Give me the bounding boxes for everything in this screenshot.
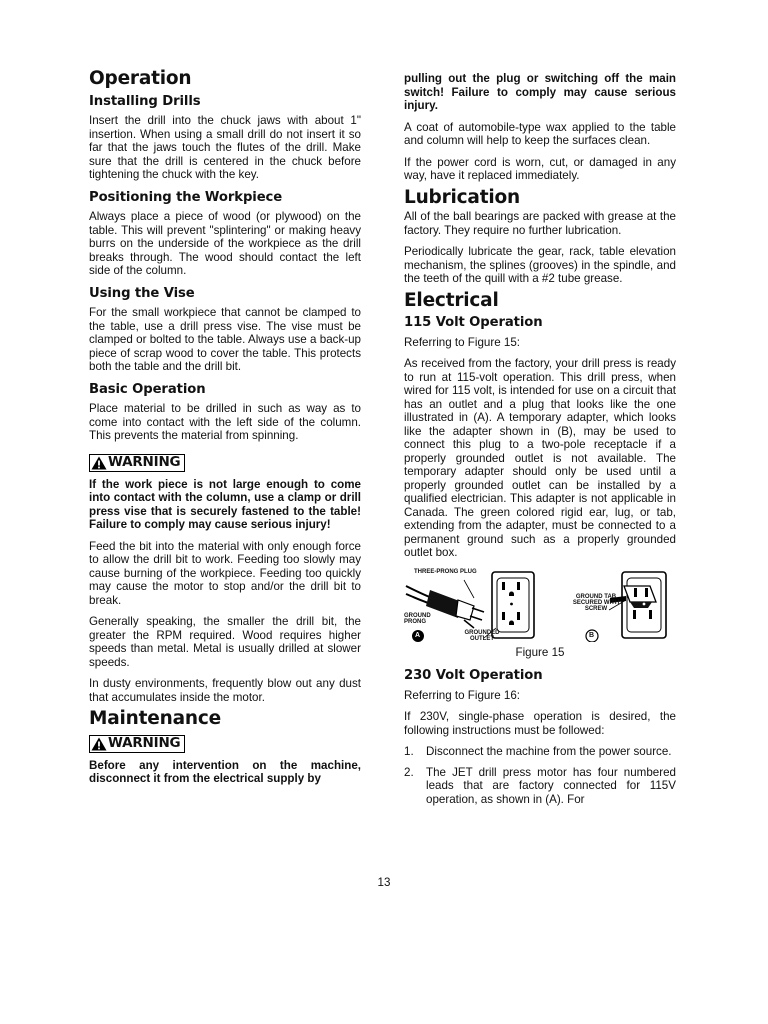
power-cord-text: If the power cord is worn, cut, or damaged in any way, have it replaced immediately. [404, 155, 676, 182]
step-item [404, 766, 676, 807]
dust-text: In dusty environments, frequently blow out any dust that accumulates inside the motor. [89, 677, 361, 704]
warning-text: If the work piece is not large enough to come into contact with the column, use a clamp or drill press vise that is securely fastened to the table! Failure to comply may cause serious injury! [89, 477, 361, 531]
installing-drills-heading: Installing Drills [89, 93, 201, 109]
using-vise-text: For the small workpiece that cannot be clamped to the table, use a drill press vise. The vise must be clamped or bolted to the table. Always use a back-up piece of scrap wood to cover the table. This protects both the table and the drill bit. [89, 306, 361, 373]
step-text: Disconnect the machine from the power source. [426, 745, 672, 758]
step-item [404, 745, 676, 759]
using-vise-heading: Using the Vise [89, 285, 195, 301]
grounded-outlet-label: GROUNDED OUTLET [464, 629, 500, 642]
230-volt-text: If 230V, single-phase operation is desired, the following instructions must be followed: [404, 710, 676, 737]
warning-triangle-icon [91, 737, 107, 751]
230-volt-steps [404, 745, 676, 806]
figure-16-reference: Referring to Figure 16: [404, 688, 520, 702]
figure-15-caption: Figure 15 [515, 645, 565, 659]
wax-text: A coat of automobile-type wax applied to the table and column will help to keep the surfaces clean. [404, 120, 676, 147]
figure-label-a: A [415, 631, 421, 639]
230-volt-heading: 230 Volt Operation [404, 668, 543, 683]
three-prong-plug-label: THREE-PRONG PLUG [414, 568, 477, 575]
operation-title: Operation [89, 68, 192, 89]
ground-tab-label: GROUND TAB SECURED WITH SCREW [572, 593, 620, 612]
plug-outlet-diagram [404, 568, 676, 642]
installing-drills-text: Insert the drill into the chuck jaws with about 1" insertion. When using a small drill do not insert it so far that the jaws touch the flutes of the drill. Make sure that the drill is centered in the chuck before tightening the chuck with the key. [89, 114, 361, 181]
basic-operation-text: Place material to be drilled in such as way as to come into contact with the left side of the column. This prevents the material from spinning. [89, 402, 361, 442]
warning-continued-text: pulling out the plug or switching off the main switch! Failure to comply may cause serious injury. [404, 72, 676, 112]
step-text: The JET drill press motor has four numbered leads that are factory connected for 115V operation, as shown in (A). For [426, 765, 676, 806]
lubrication-heading: Lubrication [404, 186, 520, 208]
warning-badge-2 [89, 735, 185, 753]
positioning-workpiece-text: Always place a piece of wood (or plywood) on the table. This will prevent "splintering" or making heavy burrs on the underside of the workpiece as the drill breaks through. The wood should contact the left side of the column. [89, 210, 361, 277]
figure-label-b: B [589, 631, 595, 639]
basic-operation-heading: Basic Operation [89, 381, 206, 397]
115-volt-heading: 115 Volt Operation [404, 315, 543, 330]
electrical-heading: Electrical [404, 289, 499, 311]
rpm-text: Generally speaking, the smaller the drill bit, the greater the RPM required. Wood requires higher speeds than metal. Metal is usually drilled at slower speeds. [89, 615, 361, 669]
warning-label-2: WARNING [108, 734, 181, 751]
maintenance-warning-text: Before any intervention on the machine, disconnect it from the electrical supply by [89, 758, 361, 785]
step-number: 1. [404, 745, 414, 758]
positioning-workpiece-heading: Positioning the Workpiece [89, 189, 283, 205]
step-number: 2. [404, 765, 414, 779]
ground-prong-label: GROUND PRONG [404, 612, 431, 625]
right-column [404, 72, 676, 813]
ball-bearings-text: All of the ball bearings are packed with grease at the factory. They require no further lubrication. [404, 210, 676, 237]
115-volt-text: As received from the factory, your drill press is ready to run at 115-volt operation. This drill press, when wired for 115 volt, is intended for use on a circuit that has an outlet and a plug that looks like the one illustrated in (A). A temporary adapter, which looks like the adapter shown in (B), may be used to connect this plug to a two-pole receptacle if a properly grounded outlet is not available. The temporary adapter should only be used until a properly grounded outlet can be installed by a qualified electrician. This adapter is not applicable in Canada. The green colored rigid ear, lug, or tab, extending from the adapter, must be connected to a permanent ground such as a properly grounded outlet box. [404, 357, 676, 559]
maintenance-heading: Maintenance [89, 708, 221, 729]
page-number: 13 [377, 876, 391, 889]
warning-label: WARNING [108, 453, 181, 470]
warning-badge [89, 454, 185, 472]
lubricate-text: Periodically lubricate the gear, rack, table elevation mechanism, the splines (grooves) in the spindle, and the teeth of the quill with a #2 tube grease. [404, 245, 676, 285]
feed-text: Feed the bit into the material with only enough force to allow the drill bit to work. Feeding too slowly may cause burning of the workpiece. Feeding too quickly may cause the motor to stop and/or the drill bit to break. [89, 539, 361, 607]
warning-triangle-icon [91, 456, 107, 470]
figure-15-reference: Referring to Figure 15: [404, 335, 520, 349]
left-column [89, 70, 361, 794]
figure-15-illustration [404, 568, 676, 642]
